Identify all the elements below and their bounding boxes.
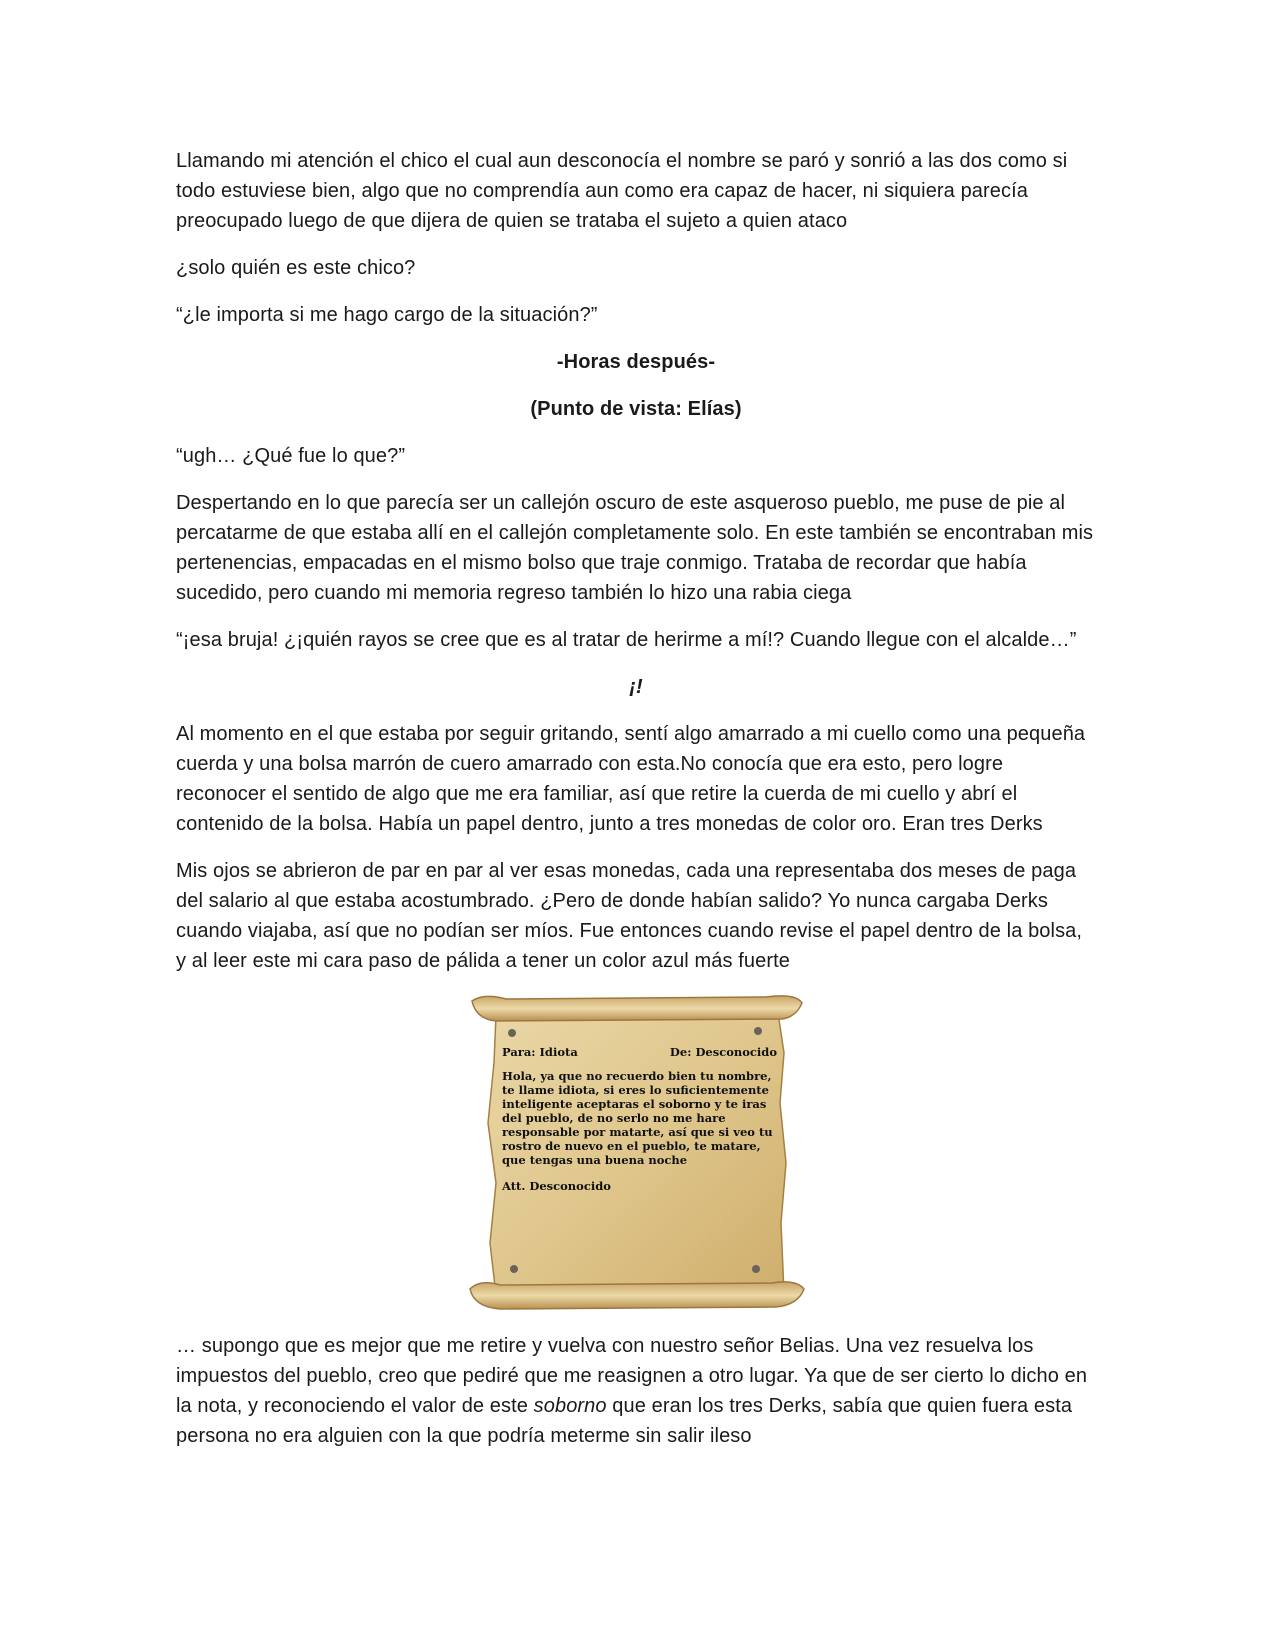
paragraph-9-part-1: … supongo que es mejor que me retire y vuelva con nuestro señor Belias. Una vez resuelva los impuestos del pueblo, creo que pediré que me reasignen a otro lugar. Ya que de ser cierto lo dicho en la nota, y reconociendo el valor de este (176, 1335, 1088, 1417)
note-text (502, 1045, 777, 1193)
paragraph-3: “¿le importa si me hago cargo de la situación?” (176, 304, 598, 326)
parchment-note-image (466, 993, 806, 1315)
paragraph-9 (176, 1331, 1096, 1451)
paragraph-8: Mis ojos se abrieron de par en par al ver esas monedas, cada una representaba dos meses de paga del salario al que estaba acostumbrado. ¿Pero de donde habían salido? Yo nunca cargaba Derks cuando viajaba, así que no podían ser míos. Fue entonces cuando revise el papel dentro de la bolsa, y al leer este mi cara paso de pálida a tener un color azul más fuerte (176, 860, 1083, 972)
note-to: Para: Idiota (502, 1045, 578, 1059)
paragraph-9-part-2: que eran los tres Derks, sabía que quien fuera esta persona no era alguien con la que podría meterme sin salir ileso (176, 1395, 1073, 1447)
section-heading-pov: (Punto de vista: Elías) (530, 398, 742, 420)
section-heading-time: -Horas después- (556, 351, 716, 373)
document-page (176, 146, 1096, 1468)
paragraph-6: “¡esa bruja! ¿¡quién rayos se cree que es al tratar de herirme a mí!? Cuando llegue con el alcalde…” (176, 629, 1077, 651)
pin-top-right-icon (754, 1027, 762, 1035)
pin-bottom-left-icon (510, 1265, 518, 1273)
paragraph-5: Despertando en lo que parecía ser un callejón oscuro de este asqueroso pueblo, me puse de pie al percatarme de que estaba allí en el callejón completamente solo. En este también se encontraban mis pertenencias, empacadas en el mismo bolso que traje conmigo. Trataba de recordar que había sucedido, pero cuando mi memoria regreso también lo hizo una rabia ciega (176, 492, 1094, 604)
scroll-top-roll (472, 996, 802, 1021)
pin-top-left-icon (508, 1029, 516, 1037)
note-from: De: Desconocido (669, 1045, 777, 1059)
pin-bottom-right-icon (752, 1265, 760, 1273)
note-body: Hola, ya que no recuerdo bien tu nombre, te llame idiota, si eres lo suficientemente inteligente aceptaras el soborno y te iras del pueblo, de no serlo no me hare responsable por matarte, así que si veo tu rostro de nuevo en el pueblo, te matare, que tengas una buena noche (502, 1069, 773, 1167)
paragraph-7: Al momento en el que estaba por seguir gritando, sentí algo amarrado a mi cuello como una pequeña cuerda y una bolsa marrón de cuero amarrado con esta.No conocía que era esto, pero logre reconocer el sentido de algo que me era familiar, así que retire la cuerda de mi cuello y abrí el contenido de la bolsa. Había un papel dentro, junto a tres monedas de color oro. Eran tres Derks (176, 723, 1086, 835)
note-signature: Att. Desconocido (502, 1179, 611, 1193)
paragraph-2: ¿solo quién es este chico? (176, 257, 416, 279)
paragraph-9-emphasis: soborno (533, 1395, 607, 1417)
note-header (502, 1045, 777, 1059)
scroll-bottom-roll (470, 1282, 804, 1309)
paragraph-4: “ugh… ¿Qué fue lo que?” (176, 445, 406, 467)
paragraph-1: Llamando mi atención el chico el cual aun desconocía el nombre se paró y sonrió a las dos como si todo estuviese bien, algo que no comprendía aun como era capaz de hacer, ni siquiera parecía preocupado luego de que dijera de quien se trataba el sujeto a quien ataco (176, 150, 1068, 232)
exclamation-marker: ¡! (629, 676, 643, 698)
